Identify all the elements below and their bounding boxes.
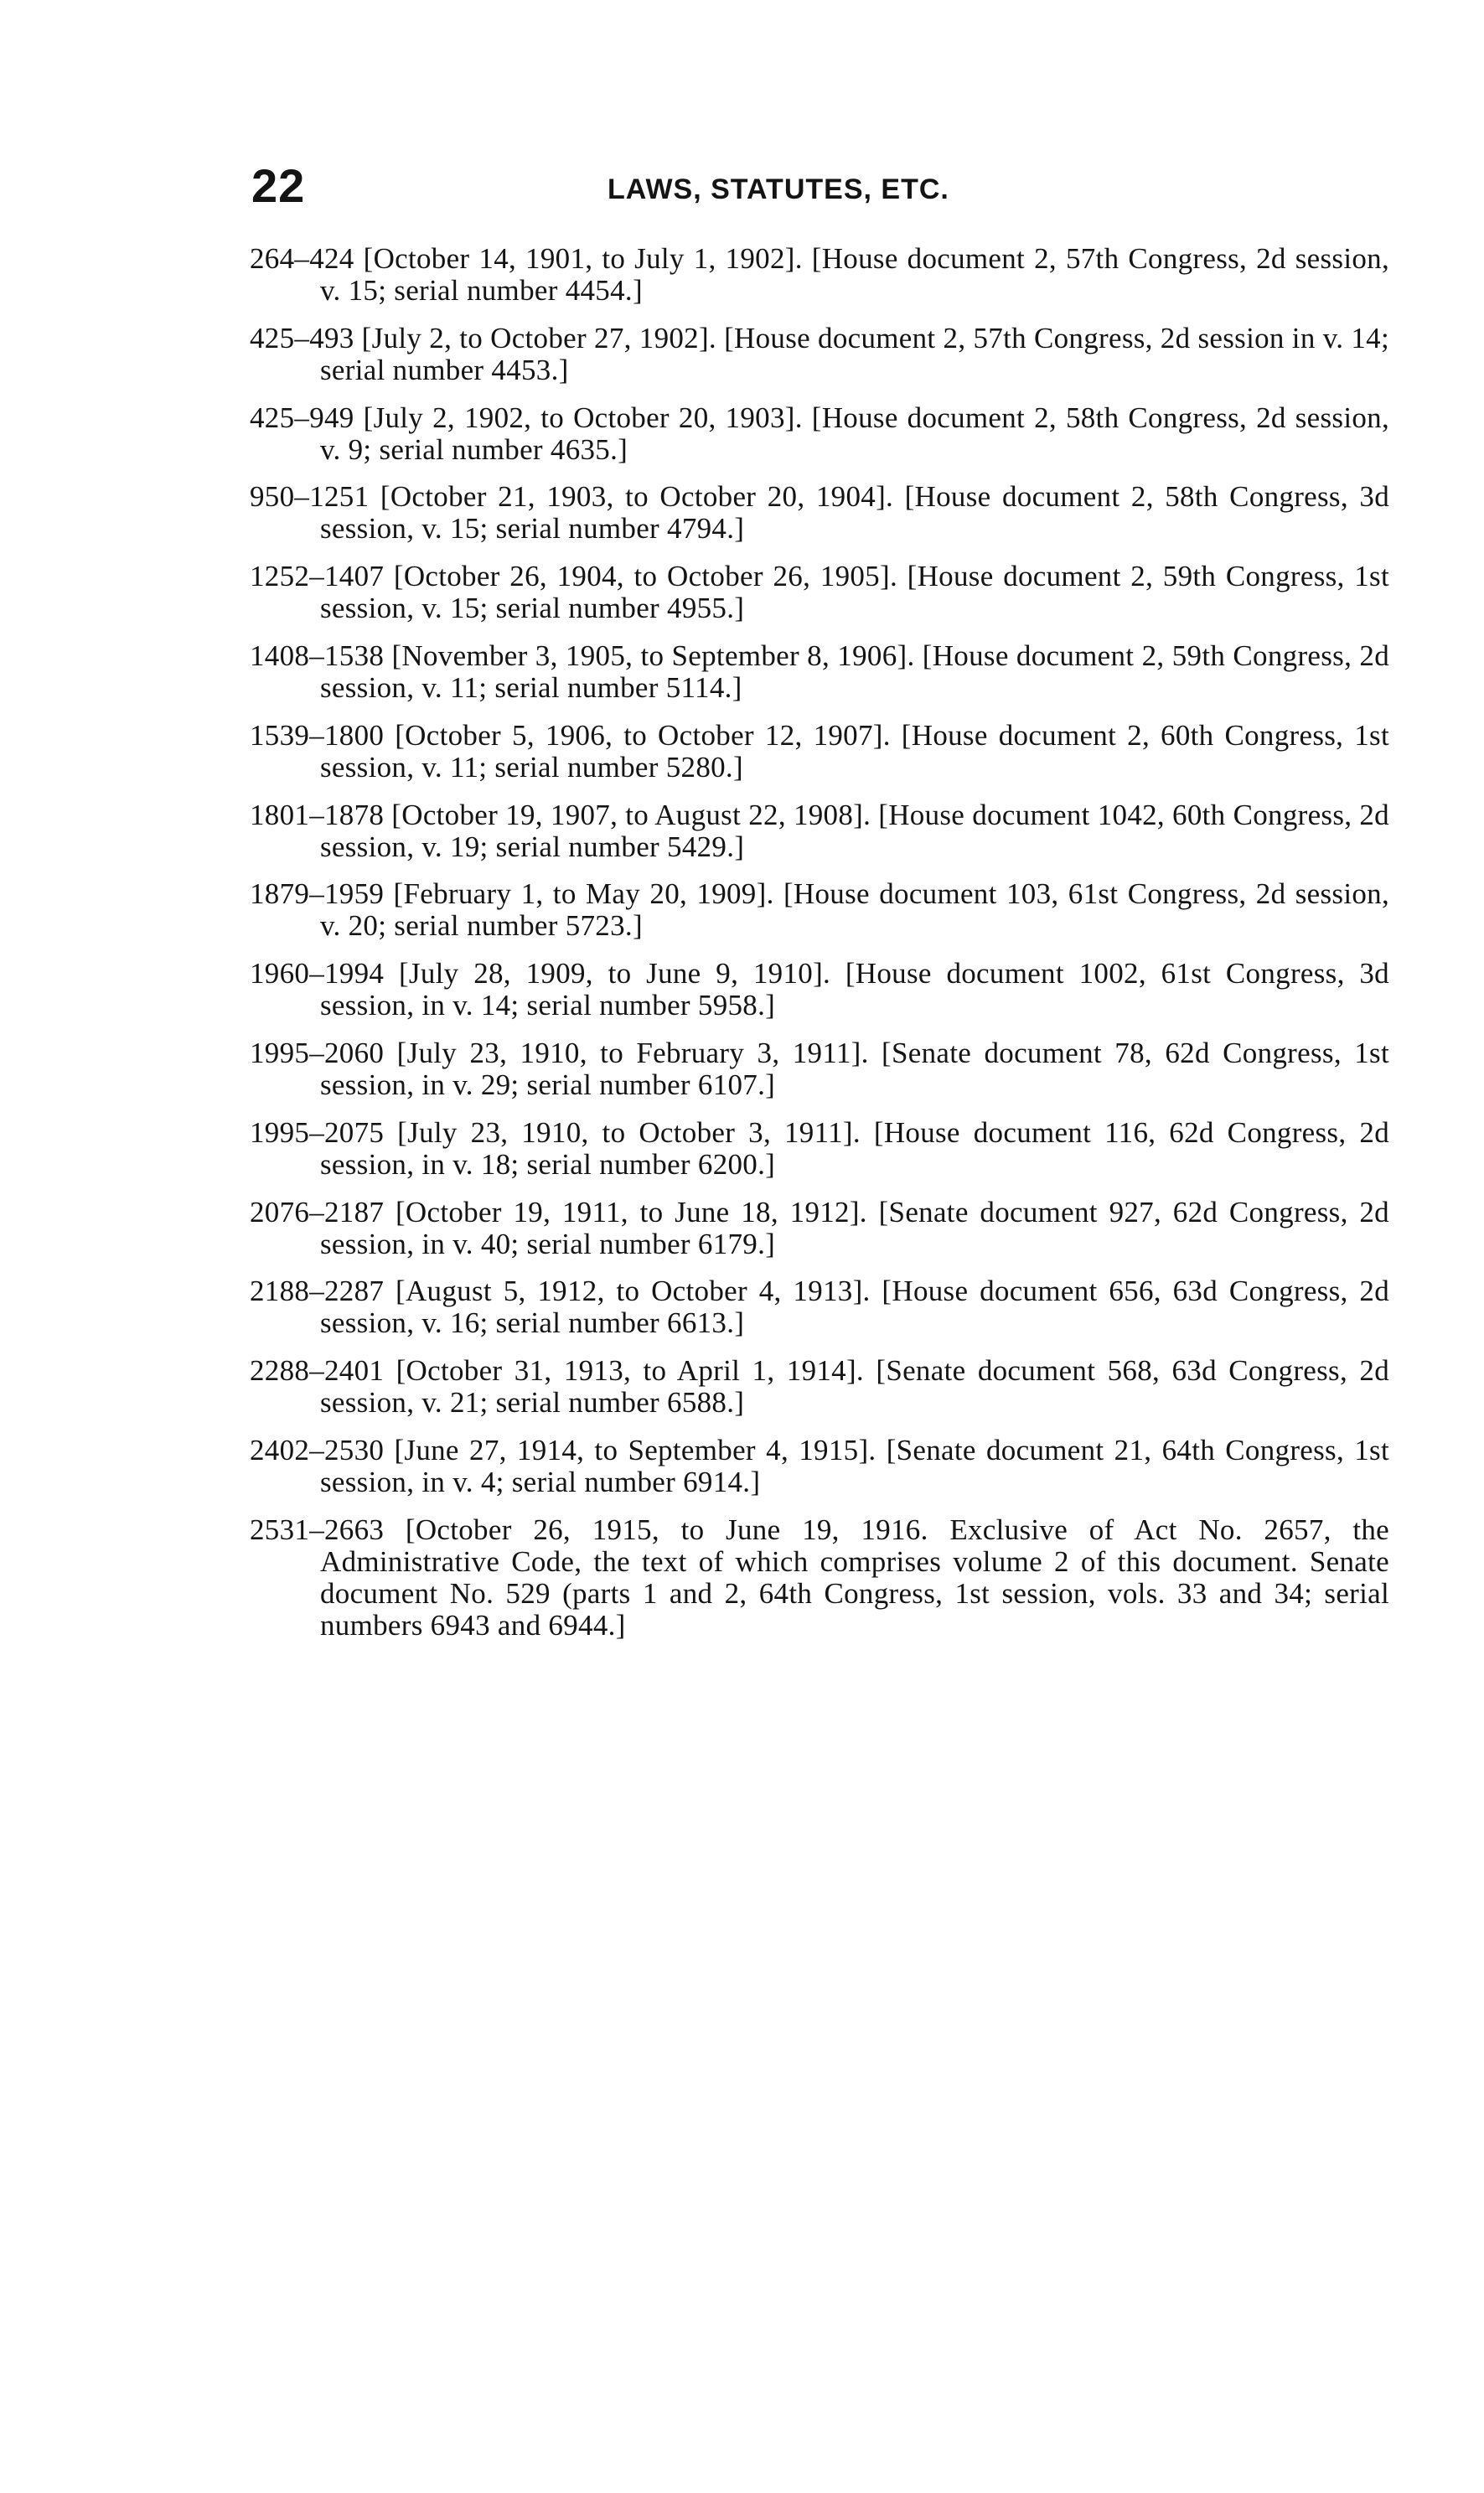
page-number: 22 bbox=[251, 159, 306, 212]
list-item: 1252–1407 [October 26, 1904, to October 26, 1905]. [House document 2, 59th Congress, 1st session, v. 15; serial number 4955.] bbox=[250, 560, 1389, 625]
list-item: 950–1251 [October 21, 1903, to October 20, 1904]. [House document 2, 58th Congress, 3d session, v. 15; serial number 4794.] bbox=[250, 480, 1389, 546]
list-item: 425–949 [July 2, 1902, to October 20, 1903]. [House document 2, 58th Congress, 2d session, v. 9; serial number 4635.] bbox=[250, 401, 1389, 466]
page-header bbox=[251, 161, 1425, 228]
list-item: 1801–1878 [October 19, 1907, to August 22, 1908]. [House document 1042, 60th Congress, 2d session, v. 19; serial number 5429.] bbox=[250, 798, 1389, 863]
list-item: 2531–2663 [October 26, 1915, to June 19, 1916. Exclusive of Act No. 2657, the Administrative Code, the text of which comprises volume 2 of this document. Senate document No. 529 (parts 1 and 2, 64th Congress, 1st session, vols. 33 and 34; serial numbers 6943 and 6944.] bbox=[250, 1513, 1389, 1642]
list-item: 1995–2060 [July 23, 1910, to February 3, 1911]. [Senate document 78, 62d Congress, 1st session, in v. 29; serial number 6107.] bbox=[250, 1036, 1389, 1101]
list-item: 1960–1994 [July 28, 1909, to June 9, 1910]. [House document 1002, 61st Congress, 3d session, in v. 14; serial number 5958.] bbox=[250, 957, 1389, 1022]
list-item: 2188–2287 [August 5, 1912, to October 4, 1913]. [House document 656, 63d Congress, 2d session, v. 16; serial number 6613.] bbox=[250, 1275, 1389, 1340]
running-head: LAWS, STATUTES, ETC. bbox=[608, 173, 949, 205]
list-item: 1539–1800 [October 5, 1906, to October 12, 1907]. [House document 2, 60th Congress, 1st session, v. 11; serial number 5280.] bbox=[250, 718, 1389, 784]
list-item: 2076–2187 [October 19, 1911, to June 18, 1912]. [Senate document 927, 62d Congress, 2d session, in v. 40; serial number 6179.] bbox=[250, 1195, 1389, 1260]
list-item: 2288–2401 [October 31, 1913, to April 1, 1914]. [Senate document 568, 63d Congress, 2d session, v. 21; serial number 6588.] bbox=[250, 1354, 1389, 1420]
list-item: 1879–1959 [February 1, to May 20, 1909]. [House document 103, 61st Congress, 2d session, v. 20; serial number 5723.] bbox=[250, 877, 1389, 943]
list-item: 2402–2530 [June 27, 1914, to September 4, 1915]. [Senate document 21, 64th Congress, 1st session, in v. 4; serial number 6914.] bbox=[250, 1433, 1389, 1498]
list-item: 1995–2075 [July 23, 1910, to October 3, 1911]. [House document 116, 62d Congress, 2d session, in v. 18; serial number 6200.] bbox=[250, 1115, 1389, 1181]
entry-list bbox=[250, 243, 1389, 1658]
list-item: 1408–1538 [November 3, 1905, to September 8, 1906]. [House document 2, 59th Congress, 2d session, v. 11; serial number 5114.] bbox=[250, 639, 1389, 704]
list-item: 264–424 [October 14, 1901, to July 1, 1902]. [House document 2, 57th Congress, 2d session, v. 15; serial number 4454.] bbox=[250, 242, 1389, 307]
list-item: 425–493 [July 2, to October 27, 1902]. [House document 2, 57th Congress, 2d session in v. 14; serial number 4453.] bbox=[250, 321, 1389, 386]
